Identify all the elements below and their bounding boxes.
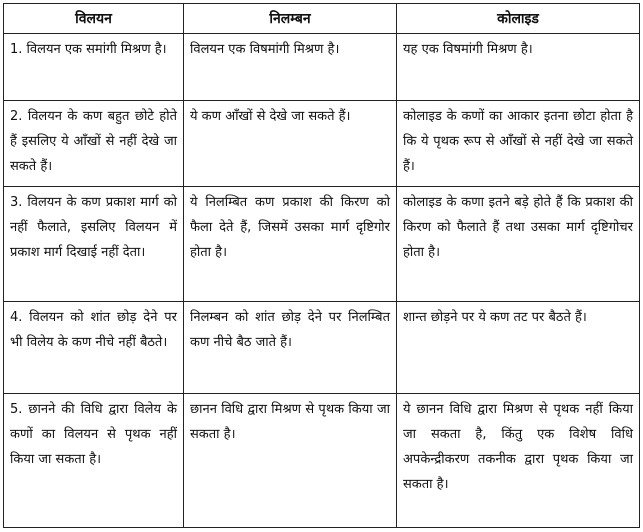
cell-suspension: छानन विधि द्वारा मिश्रण से पृथक किया जा सकता है।: [184, 393, 397, 527]
comparison-table: [3, 3, 640, 528]
cell-colloid: शान्त छोड़ने पर ये कण तट पर बैठते हैं।: [397, 302, 640, 393]
cell-suspension: ये कण आँखों से देखे जा सकते हैं।: [184, 101, 397, 187]
header-suspension: निलम्बन: [184, 4, 397, 34]
table-row: [4, 34, 640, 101]
table-row: [4, 101, 640, 187]
cell-solution: 5. छानने की विधि द्वारा विलेय के कणों का विलयन से पृथक नहीं किया जा सकता है।: [4, 393, 184, 527]
cell-solution: 2. विलयन के कण बहुत छोटे होते हैं इसलिए ये आँखों से नहीं देखे जा सकते हैं।: [4, 101, 184, 187]
cell-suspension: विलयन एक विषमांगी मिश्रण है।: [184, 34, 397, 101]
cell-colloid: यह एक विषमांगी मिश्रण है।: [397, 34, 640, 101]
cell-colloid: कोलाइड के कणा इतने बड़े होते हैं कि प्रकाश की किरण को फैलाते हैं तथा उसका मार्ग दृष्टिगोचर होता है।: [397, 187, 640, 302]
header-row: [4, 4, 640, 34]
table-row: [4, 393, 640, 527]
cell-suspension: निलम्बन को शांत छोड़ देने पर निलम्बित कण नीचे बैठ जाते हैं।: [184, 302, 397, 393]
header-solution: विलयन: [4, 4, 184, 34]
table-row: [4, 302, 640, 393]
cell-solution: 4. विलयन को शांत छोड़ देने पर भी विलेय के कण नीचे नहीं बैठते।: [4, 302, 184, 393]
cell-solution: 1. विलयन एक समांगी मिश्रण है।: [4, 34, 184, 101]
header-colloid: कोलाइड: [397, 4, 640, 34]
table-row: [4, 187, 640, 302]
cell-solution: 3. विलयन के कण प्रकाश मार्ग को नहीं फैलाते, इसलिए विलयन में प्रकाश मार्ग दिखाई नहीं देता।: [4, 187, 184, 302]
cell-colloid: कोलाइड के कणों का आकार इतना छोटा होता है कि ये पृथक रूप से आँखों से नहीं देखे जा सकते हैं।: [397, 101, 640, 187]
cell-colloid: ये छानन विधि द्वारा मिश्रण से पृथक नहीं किया जा सकता है, किंतु एक विशेष विधि अपकेन्द्रीकरण तकनीक द्वारा पृथक किया जा सकता है।: [397, 393, 640, 527]
cell-suspension: ये निलम्बित कण प्रकाश की किरण को फैला देते हैं, जिसमें उसका मार्ग दृष्टिगोर होता है।: [184, 187, 397, 302]
